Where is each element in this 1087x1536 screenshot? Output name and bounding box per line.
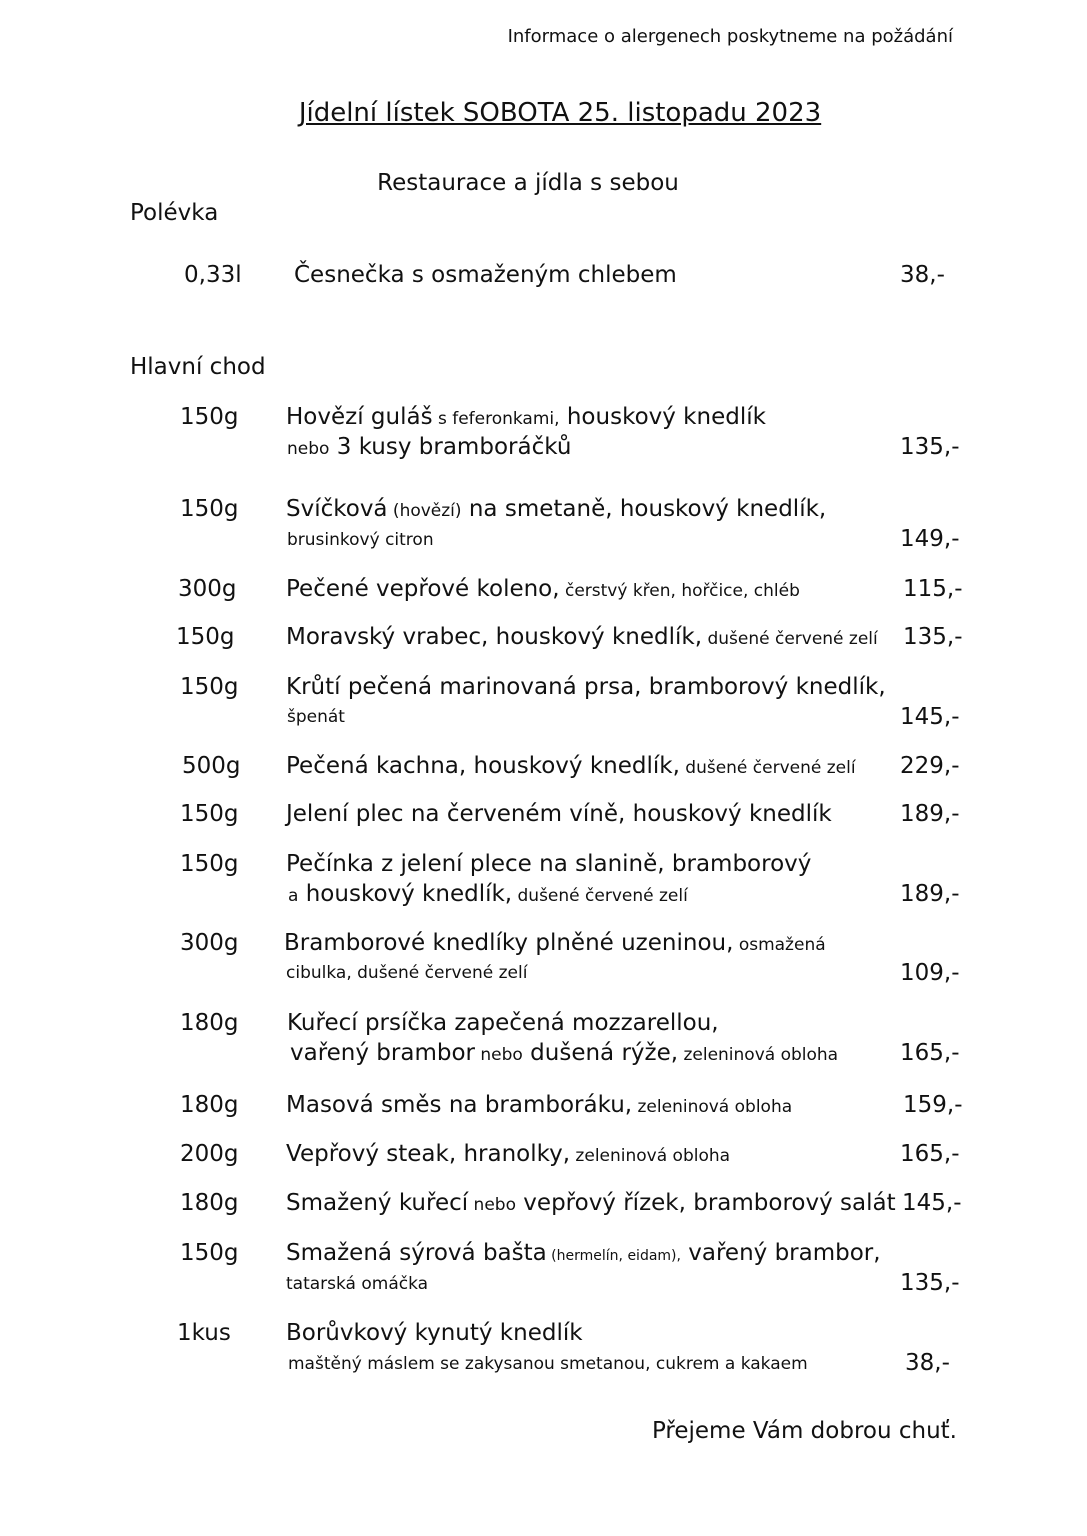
item-name: Jelení plec na červeném víně, houskový knedlík (286, 801, 832, 827)
item-weight: 200g (180, 1141, 239, 1167)
item-name: Hovězí guláš (286, 404, 433, 430)
item-price: 115,- (903, 576, 963, 602)
item-detail: brusinkový citron (287, 530, 434, 550)
section-heading-main: Hlavní chod (130, 354, 266, 380)
item-detail: dušené červené zelí (679, 758, 856, 778)
item-weight: 0,33l (184, 262, 242, 288)
item-weight: 500g (182, 753, 241, 779)
item-name: Kuřecí prsíčka zapečená mozzarellou, (287, 1010, 719, 1036)
item-weight: 150g (180, 851, 239, 877)
item-detail: (hovězí) (387, 501, 462, 521)
item-detail: nebo (287, 439, 330, 459)
item-price: 165,- (900, 1141, 960, 1167)
menu-item-line (286, 624, 878, 650)
item-price: 38,- (900, 262, 945, 288)
item-detail: dušené červené zelí (702, 629, 878, 649)
item-price: 145,- (902, 1190, 962, 1216)
menu-item-line (290, 1040, 838, 1066)
item-detail: špenát (287, 707, 345, 727)
item-detail: (hermelín, eidam), (546, 1248, 681, 1264)
menu-item-line (286, 753, 856, 779)
item-name: Smažený kuřecí (286, 1190, 469, 1216)
section-heading-soup: Polévka (130, 200, 219, 226)
item-price: 109,- (900, 960, 960, 986)
menu-item-line (286, 404, 766, 430)
item-weight: 150g (176, 624, 235, 650)
allergen-note: Informace o alergenech poskytneme na požádání (507, 26, 953, 47)
menu-item-line (286, 1190, 896, 1216)
item-price: 135,- (900, 434, 960, 460)
item-name: vařený brambor (290, 1040, 475, 1066)
item-detail: nebo (475, 1045, 523, 1065)
item-detail: cibulka, dušené červené zelí (286, 963, 528, 983)
item-detail: a (288, 886, 299, 906)
page-title: Jídelní lístek SOBOTA 25. listopadu 2023 (298, 98, 822, 128)
item-name: vařený brambor, (680, 1240, 881, 1266)
item-name: dušená rýže, (522, 1040, 679, 1066)
item-name: Pečínka z jelení plece na slanině, bramborový (286, 851, 812, 877)
item-detail: dušené červené zelí (512, 886, 688, 906)
item-detail: zeleninová obloha (632, 1097, 793, 1117)
item-price: 135,- (900, 1270, 960, 1296)
menu-item-line (287, 434, 571, 460)
item-detail: nebo (468, 1195, 516, 1215)
item-price: 229,- (900, 753, 960, 779)
item-name: houskový knedlík, (298, 881, 513, 907)
item-detail: s feferonkami, (432, 409, 560, 429)
item-detail: zeleninová obloha (678, 1045, 839, 1065)
item-price: 165,- (900, 1040, 960, 1066)
item-weight: 180g (180, 1190, 239, 1216)
item-detail: čerstvý křen, hořčice, chléb (559, 581, 800, 601)
item-name: Svíčková (286, 496, 388, 522)
item-weight: 150g (180, 496, 239, 522)
item-name: Masová směs na bramboráku, (286, 1092, 633, 1118)
item-price: 189,- (900, 801, 960, 827)
item-weight: 150g (180, 801, 239, 827)
item-weight: 1kus (177, 1320, 231, 1346)
menu-item-line (286, 1141, 730, 1167)
menu-item-line (286, 496, 826, 522)
item-price: 38,- (905, 1350, 950, 1376)
item-detail: tatarská omáčka (286, 1274, 429, 1294)
item-name: Bramborové knedlíky plněné uzeninou, (284, 930, 734, 956)
item-price: 159,- (903, 1092, 963, 1118)
item-name: Moravský vrabec, houskový knedlík, (286, 624, 703, 650)
item-name: Krůtí pečená marinovaná prsa, bramborový knedlík, (286, 674, 886, 700)
item-weight: 180g (180, 1092, 239, 1118)
item-weight: 150g (180, 404, 239, 430)
item-weight: 150g (180, 1240, 239, 1266)
item-weight: 180g (180, 1010, 239, 1036)
item-weight: 300g (178, 576, 237, 602)
item-name: 3 kusy bramboráčků (329, 434, 572, 460)
item-detail: zeleninová obloha (570, 1146, 731, 1166)
item-name: Borůvkový kynutý knedlík (286, 1320, 583, 1346)
item-price: 189,- (900, 881, 960, 907)
item-name: Vepřový steak, hranolky, (286, 1141, 571, 1167)
item-name: na smetaně, houskový knedlík, (461, 496, 827, 522)
item-name: Smažená sýrová bašta (286, 1240, 547, 1266)
menu-item-line (286, 1240, 881, 1266)
item-detail: osmažená (733, 935, 826, 955)
menu-item-line (284, 930, 826, 956)
item-price: 149,- (900, 526, 960, 552)
item-name: Pečené vepřové koleno, (286, 576, 560, 602)
item-name: houskový knedlík (559, 404, 766, 430)
page-subtitle: Restaurace a jídla s sebou (377, 170, 679, 196)
item-price: 135,- (903, 624, 963, 650)
item-detail: maštěný máslem se zakysanou smetanou, cukrem a kakaem (288, 1354, 808, 1374)
closing-wish: Přejeme Vám dobrou chuť. (651, 1418, 957, 1444)
menu-item-line (286, 1092, 792, 1118)
item-name: Česnečka s osmaženým chlebem (294, 262, 677, 288)
item-weight: 150g (180, 674, 239, 700)
item-name: vepřový řízek, bramborový salát (516, 1190, 896, 1216)
item-name: Pečená kachna, houskový knedlík, (286, 753, 680, 779)
item-weight: 300g (180, 930, 239, 956)
item-price: 145,- (900, 704, 960, 730)
menu-item-line (286, 576, 800, 602)
menu-item-line (288, 881, 688, 907)
